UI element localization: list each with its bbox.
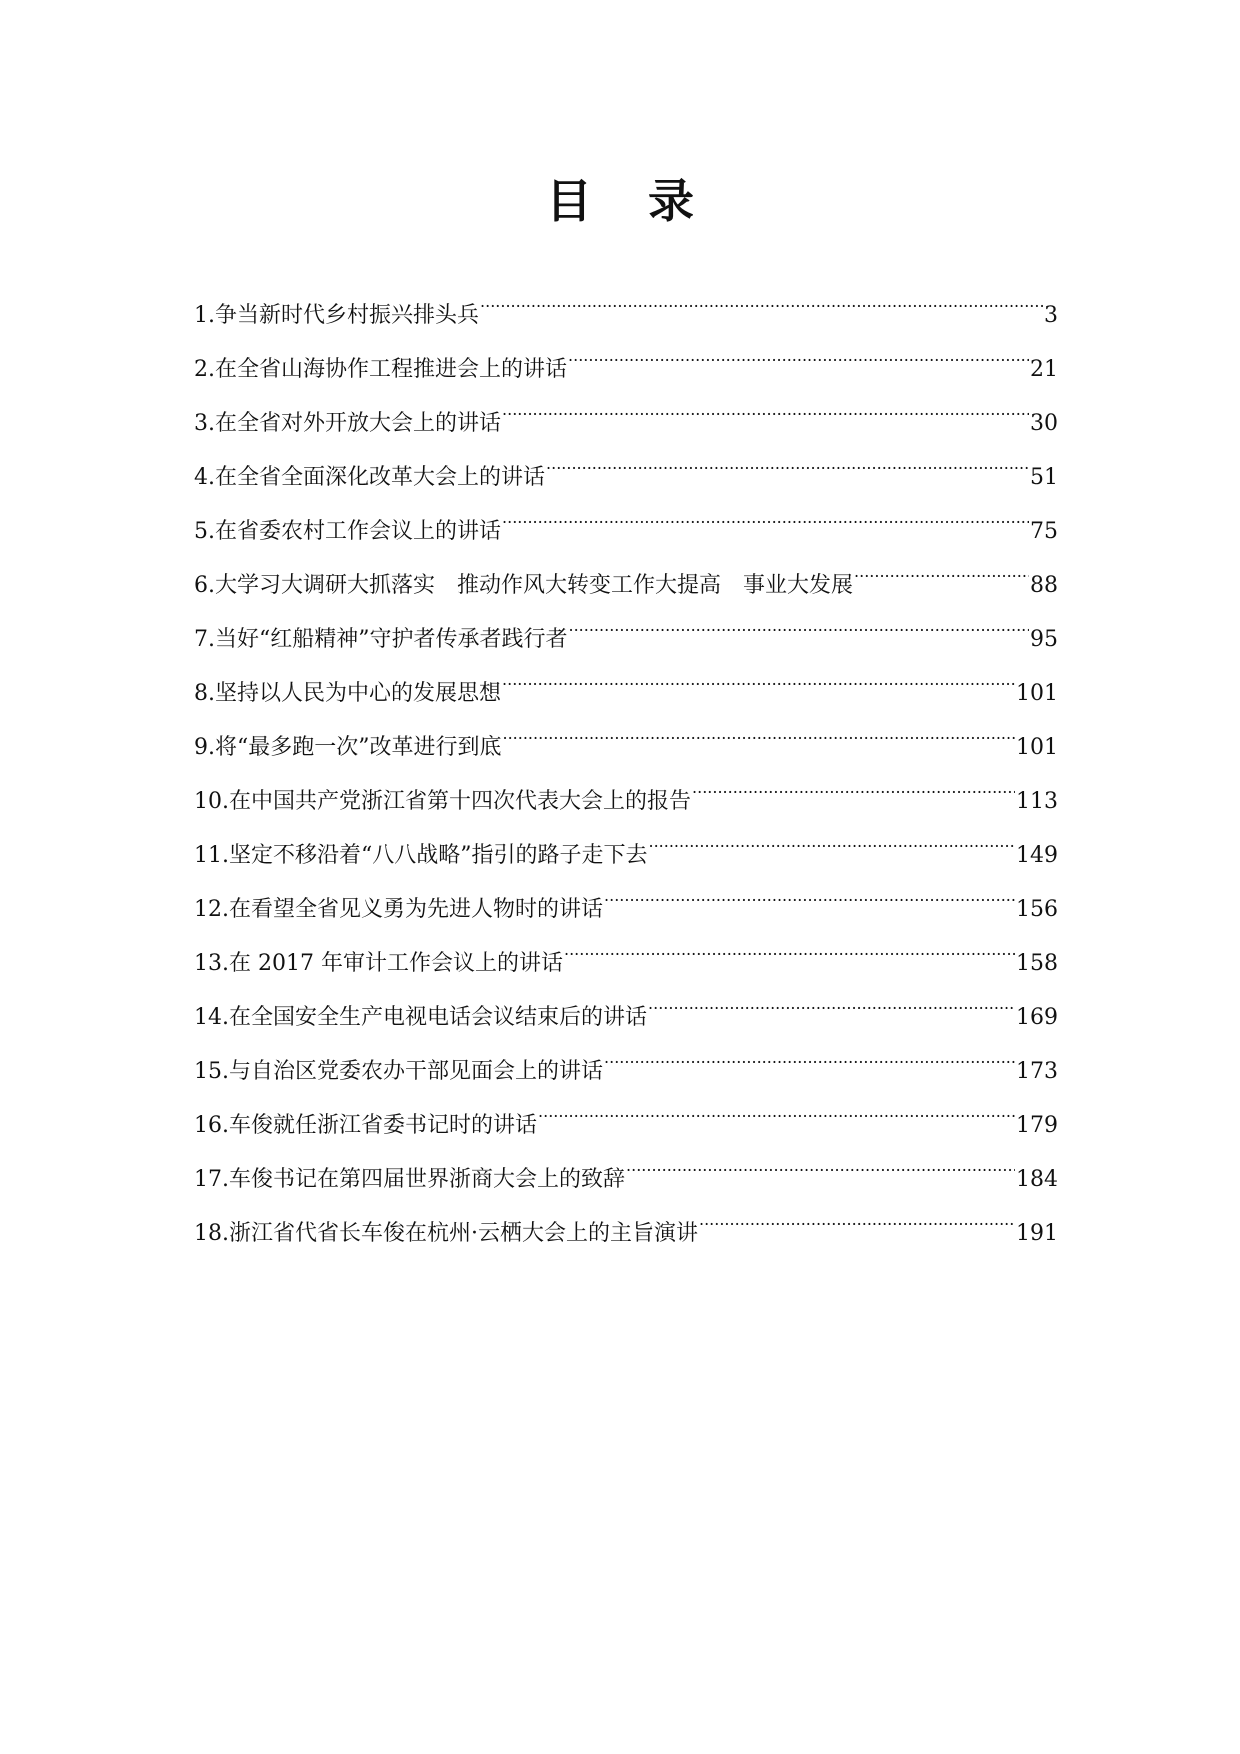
toc-entry-title: 车俊就任浙江省委书记时的讲话: [229, 1113, 538, 1138]
toc-entry-number: 9.: [194, 735, 215, 760]
toc-leader-dots: [569, 612, 1030, 646]
toc-entry[interactable]: [194, 1206, 1058, 1260]
toc-entry-title: 大学习大调研大抓落实 推动作风大转变工作大提高 事业大发展: [215, 573, 854, 598]
toc-leader-dots: [648, 990, 1015, 1024]
toc-entry[interactable]: [194, 342, 1058, 396]
toc-entry-number: 15.: [194, 1059, 229, 1084]
toc-entry-title: 将“最多跑一次”改革进行到底: [215, 735, 502, 760]
toc-entry[interactable]: [194, 882, 1058, 936]
toc-leader-dots: [502, 666, 1015, 700]
toc-entry-page: 30: [1030, 411, 1058, 436]
toc-entry-title: 在全省对外开放大会上的讲话: [215, 411, 502, 436]
toc-entry[interactable]: [194, 1152, 1058, 1206]
toc-leader-dots: [649, 828, 1016, 862]
toc-entry-page: 149: [1016, 843, 1058, 868]
toc-leader-dots: [604, 1044, 1015, 1078]
toc-entry[interactable]: [194, 828, 1058, 882]
toc-entry-title: 坚定不移沿着“八八战略”指引的路子走下去: [229, 843, 648, 868]
toc-entry[interactable]: [194, 774, 1058, 828]
toc-entry[interactable]: [194, 450, 1058, 504]
toc-entry-number: 5.: [194, 519, 215, 544]
toc-entry-page: 158: [1016, 951, 1058, 976]
table-of-contents: [194, 288, 1058, 1260]
toc-entry-title: 坚持以人民为中心的发展思想: [215, 681, 502, 706]
toc-entry-page: 88: [1030, 573, 1058, 598]
toc-entry-number: 12.: [194, 897, 229, 922]
toc-entry-number: 16.: [194, 1113, 229, 1138]
toc-entry-page: 3: [1044, 303, 1058, 328]
toc-entry-number: 6.: [194, 573, 215, 598]
toc-entry-page: 156: [1016, 897, 1058, 922]
toc-leader-dots: [480, 288, 1043, 322]
toc-leader-dots: [502, 504, 1029, 538]
toc-entry-title: 车俊书记在第四届世界浙商大会上的致辞: [229, 1167, 626, 1192]
toc-entry-title: 争当新时代乡村振兴排头兵: [215, 303, 480, 328]
toc-entry[interactable]: [194, 396, 1058, 450]
toc-leader-dots: [854, 558, 1029, 592]
toc-entry-page: 95: [1030, 627, 1058, 652]
toc-entry[interactable]: [194, 720, 1058, 774]
toc-entry-page: 21: [1030, 357, 1058, 382]
toc-entry-page: 173: [1016, 1059, 1058, 1084]
toc-entry-title: 在省委农村工作会议上的讲话: [215, 519, 502, 544]
toc-entry-page: 179: [1016, 1113, 1058, 1138]
toc-entry[interactable]: [194, 990, 1058, 1044]
toc-entry-number: 10.: [194, 789, 229, 814]
toc-leader-dots: [502, 396, 1029, 430]
toc-entry[interactable]: [194, 1098, 1058, 1152]
toc-leader-dots: [538, 1098, 1015, 1132]
toc-entry-page: 113: [1016, 789, 1058, 814]
toc-entry-number: 7.: [194, 627, 215, 652]
toc-entry-number: 4.: [194, 465, 215, 490]
toc-entry-number: 8.: [194, 681, 215, 706]
toc-entry-page: 101: [1016, 735, 1058, 760]
toc-entry[interactable]: [194, 612, 1058, 666]
page-title-char-1: 目: [546, 173, 592, 228]
toc-leader-dots: [692, 774, 1015, 808]
toc-entry-number: 13.: [194, 951, 229, 976]
toc-leader-dots: [503, 720, 1016, 754]
toc-entry-number: 14.: [194, 1005, 229, 1030]
toc-entry[interactable]: [194, 558, 1058, 612]
toc-entry-title: 在全国安全生产电视电话会议结束后的讲话: [229, 1005, 648, 1030]
page-title: [0, 171, 1240, 231]
toc-entry-title: 在中国共产党浙江省第十四次代表大会上的报告: [229, 789, 692, 814]
toc-entry-number: 3.: [194, 411, 215, 436]
toc-leader-dots: [699, 1206, 1015, 1240]
toc-entry-title: 当好“红船精神”守护者传承者践行者: [215, 627, 568, 652]
toc-entry-number: 2.: [194, 357, 215, 382]
toc-leader-dots: [568, 342, 1029, 376]
toc-leader-dots: [546, 450, 1029, 484]
toc-entry[interactable]: [194, 666, 1058, 720]
toc-entry-page: 51: [1030, 465, 1058, 490]
toc-entry-page: 75: [1030, 519, 1058, 544]
toc-entry-title: 在 2017 年审计工作会议上的讲话: [229, 951, 563, 976]
toc-leader-dots: [604, 882, 1015, 916]
toc-entry-number: 17.: [194, 1167, 229, 1192]
toc-entry-title: 在全省全面深化改革大会上的讲话: [215, 465, 546, 490]
toc-leader-dots: [564, 936, 1015, 970]
toc-entry-title: 在看望全省见义勇为先进人物时的讲话: [229, 897, 604, 922]
toc-entry[interactable]: [194, 504, 1058, 558]
toc-entry-title: 浙江省代省长车俊在杭州·云栖大会上的主旨演讲: [229, 1221, 698, 1246]
toc-entry-number: 18.: [194, 1221, 229, 1246]
toc-entry-page: 101: [1016, 681, 1058, 706]
toc-entry-title: 与自治区党委农办干部见面会上的讲话: [229, 1059, 604, 1084]
toc-entry-page: 184: [1016, 1167, 1058, 1192]
page-title-char-2: 录: [648, 173, 694, 228]
toc-entry[interactable]: [194, 936, 1058, 990]
toc-entry[interactable]: [194, 288, 1058, 342]
toc-entry-page: 169: [1016, 1005, 1058, 1030]
toc-entry-number: 11.: [194, 843, 229, 868]
toc-entry-page: 191: [1016, 1221, 1058, 1246]
toc-entry[interactable]: [194, 1044, 1058, 1098]
toc-leader-dots: [626, 1152, 1015, 1186]
toc-entry-number: 1.: [194, 303, 215, 328]
toc-entry-title: 在全省山海协作工程推进会上的讲话: [215, 357, 568, 382]
